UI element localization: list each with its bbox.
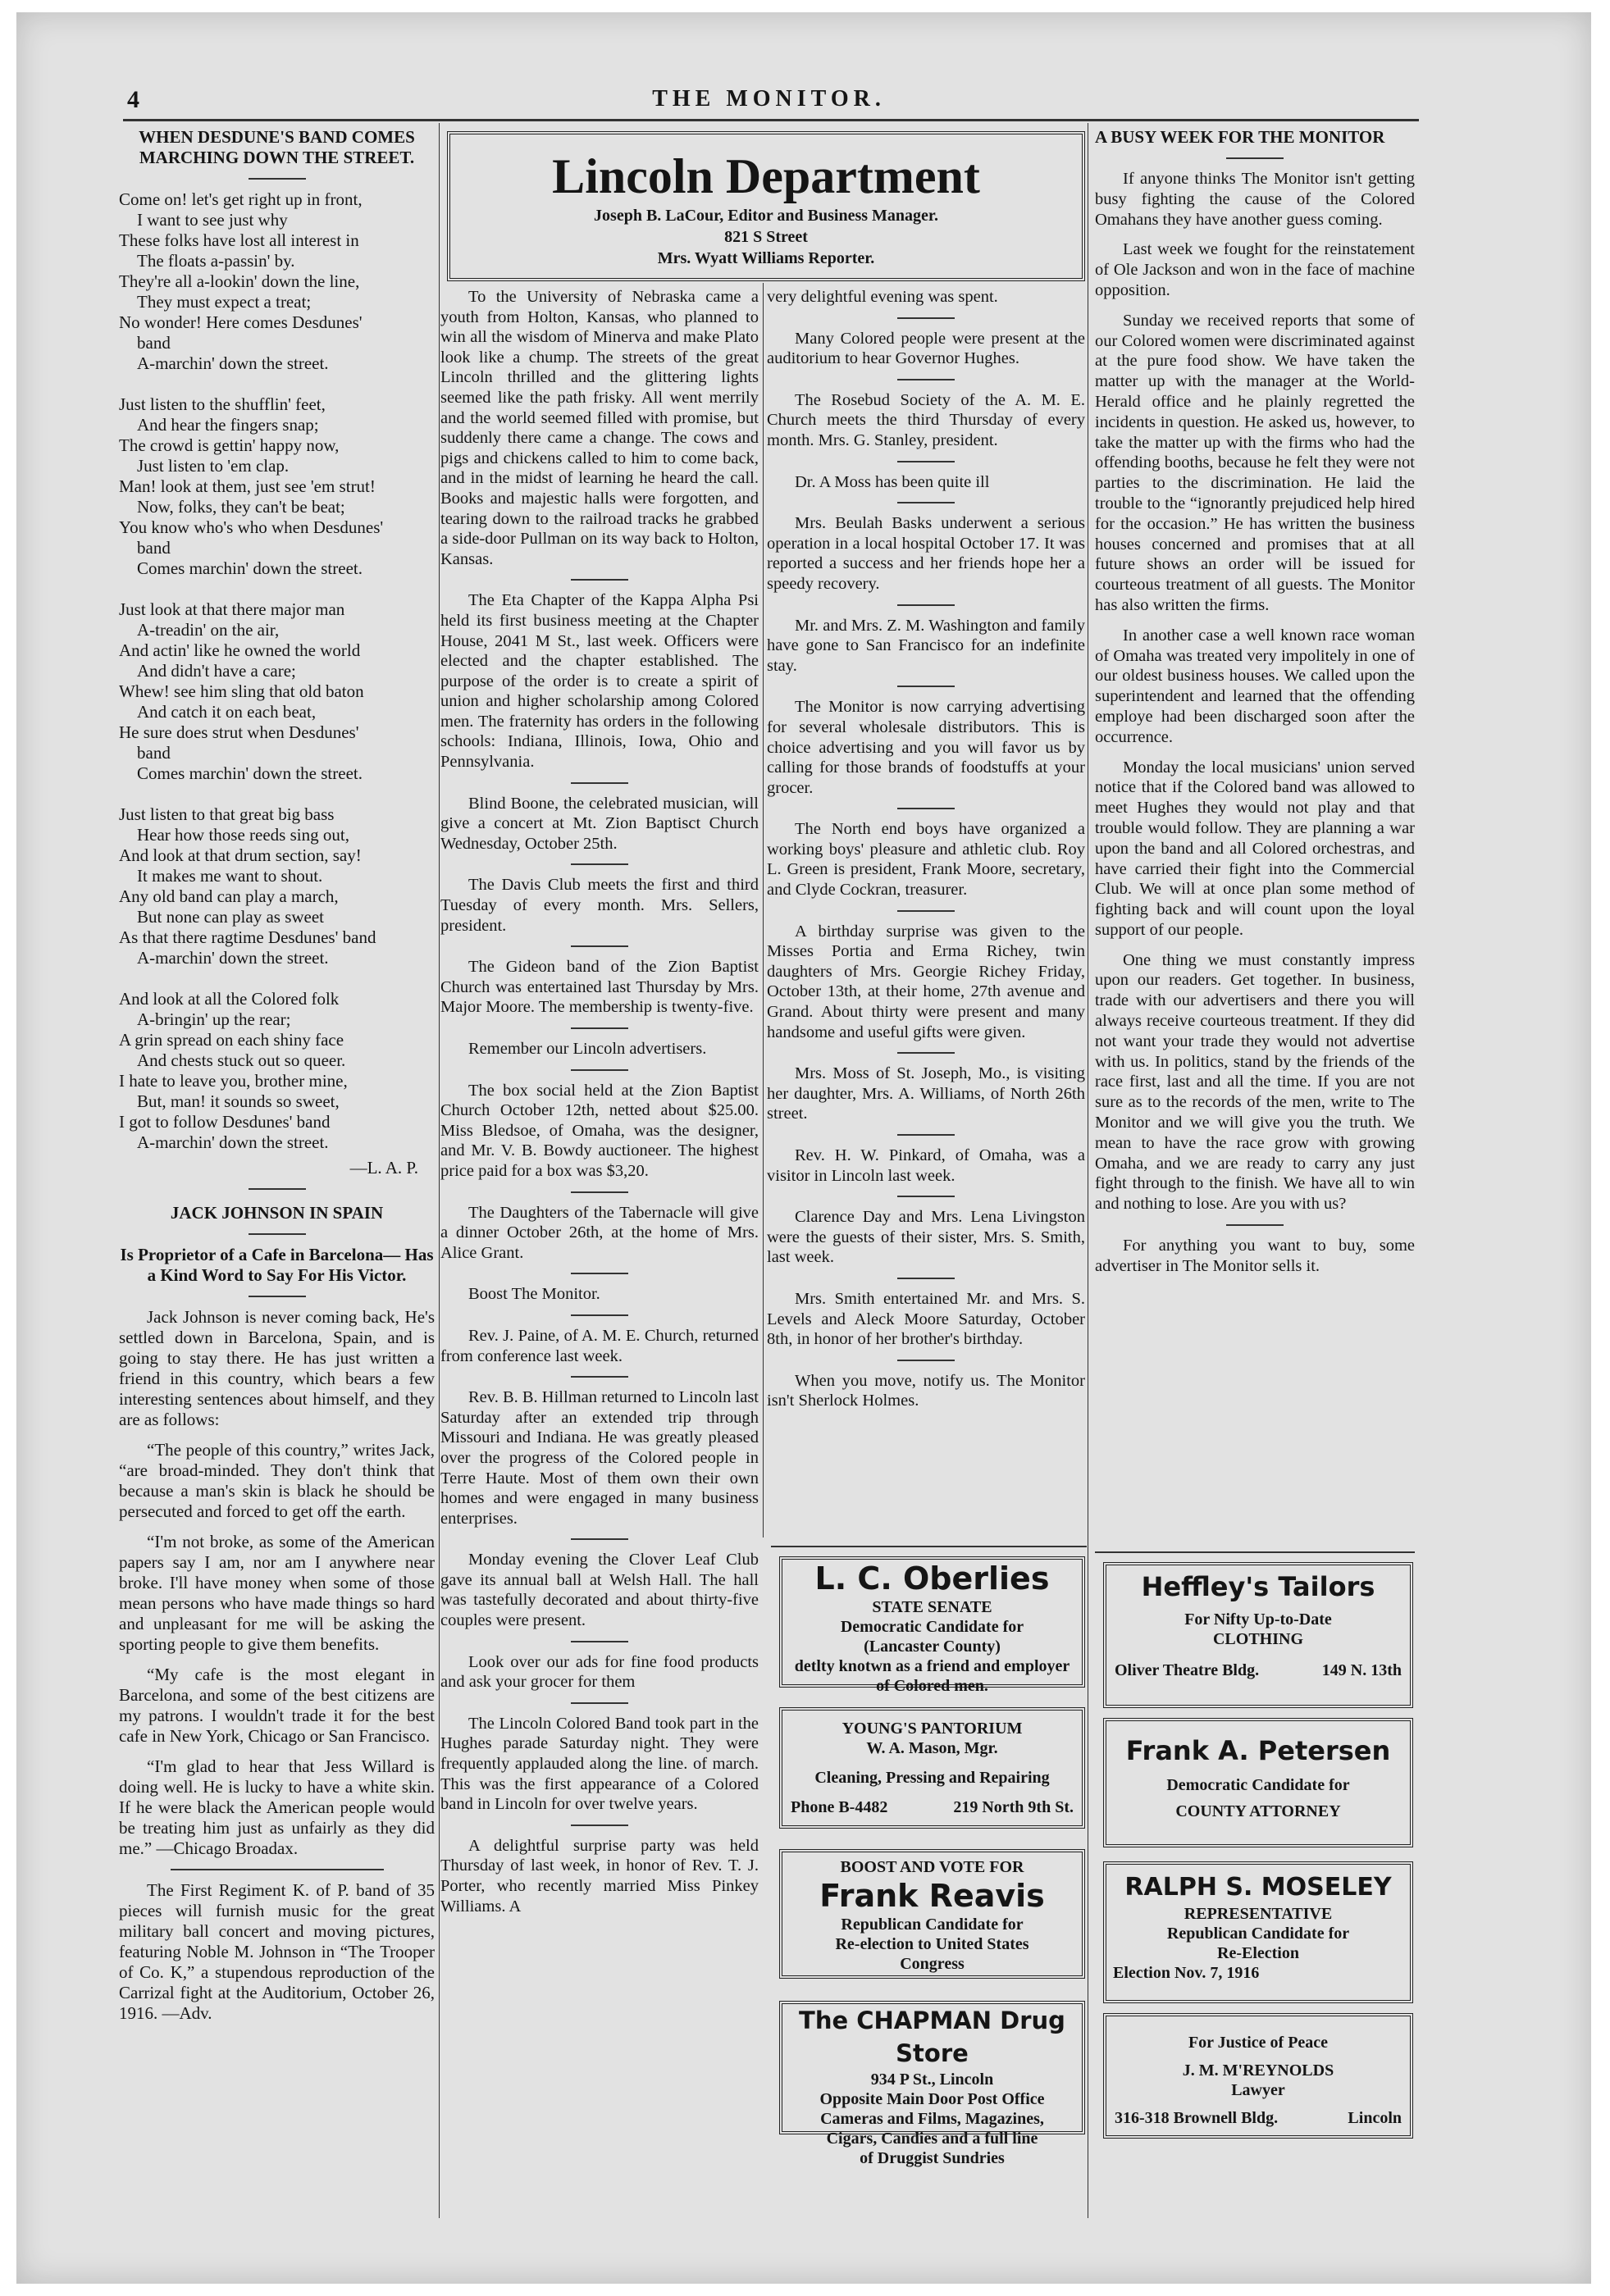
news-item: Dr. A Moss has been quite ill [795, 472, 990, 491]
poem [119, 189, 435, 1178]
stanza [119, 394, 435, 579]
news-item: Mrs. Smith entertained Mr. and Mrs. S. Levels and Aleck Moore Saturday, October 8th, in honor of her brother's birthday. [767, 1289, 1085, 1349]
divider [897, 1196, 955, 1197]
ad-chapman-drug-store [779, 2001, 1085, 2167]
ad-name: Frank A. Petersen [1125, 1735, 1391, 1766]
article-paragraph: In another case a well known race woman of Omaha was treated very impolitely in one of our oldest business houses. We called upon the superintendent and learned that the offending employe had been discharged soon after the occurrence. [1095, 626, 1415, 746]
poem-line: Just listen to that great big bass [119, 804, 335, 824]
lincoln-department-header [447, 131, 1085, 281]
masthead: THE MONITOR. [652, 86, 886, 112]
news-item: Remember our Lincoln advertisers. [468, 1040, 707, 1058]
news-item: Blind Boone, the celebrated musician, will give a concert at Mt. Zion Baptisct Church Wednesday, October 25th. [440, 794, 759, 853]
poem-line: A-marchin' down the street. [137, 353, 329, 373]
news-item: Many Colored people were present at the auditorium to hear Governor Hughes. [767, 329, 1085, 368]
poem-line: And catch it on each beat, [137, 702, 317, 722]
article-paragraph: If anyone thinks The Monitor isn't getting busy fighting the cause of the Colored Omahans they have another guess coming. [1095, 170, 1415, 229]
divider [897, 808, 955, 809]
poem-line: Any old band can play a march, [119, 886, 339, 906]
news-item: Mrs. Moss of St. Joseph, Mo., is visiting her daughter, Mrs. A. Williams, of North 26th street. [767, 1064, 1085, 1123]
poem-line: Hear how those reeds sing out, [137, 825, 349, 845]
divider [249, 178, 306, 180]
news-item: The Monitor is now carrying advertising for several wholesale distributors. This is choice advertising and you will favor us by calling for those brands of foodstuffs at your grocer. [767, 698, 1085, 797]
ad-section-rule [1095, 1551, 1415, 1553]
article-paragraph: “My cafe is the most elegant in Barcelona, and some of the best citizens are my patrons. I wouldn't trade it for the best cafe in New York, Chicago or San Francisco. [119, 1665, 435, 1746]
news-item: The Gideon band of the Zion Baptist Church was entertained last Thursday by Mrs. Major Moore. The membership is twenty-five. [440, 958, 759, 1017]
news-item: To the University of Nebraska came a youth from Holton, Kansas, who planned to win all the wisdom of Minerva and make Plato look like a chump. The streets of the great Lincoln thrilled and the glittering lights seemed like the path frisky. All went merrily and the world seemed filled with promise, but suddenly there came a change. The cows and pigs and chickens called to him to come back, and in the midst of learning he heard the call. Books and majestic halls were forgotten, and tearing down to the railroad tracks he grabbed a side-door Pullman on its way back to Holton, Kansas. [440, 288, 759, 568]
ad-line: (Lancaster County) [864, 1638, 1001, 1656]
ad-line: Democratic Candidate for [840, 1618, 1024, 1636]
poem-line: I hate to leave you, brother mine, [119, 1071, 348, 1091]
divider [571, 1069, 628, 1071]
divider [571, 1314, 628, 1316]
ad-line: CLOTHING [1212, 1630, 1304, 1648]
ad-section-rule [771, 1546, 1087, 1547]
column-1 [119, 127, 435, 2034]
poem-line: band [137, 538, 171, 558]
divider [571, 1027, 628, 1029]
divider [249, 1233, 306, 1235]
ad-address: 316-318 Brownell Bldg. [1115, 2109, 1279, 2127]
divider [897, 461, 955, 462]
ad-line: Republican Candidate for [1166, 1925, 1350, 1943]
ad-line: Cigars, Candies and a full line [826, 2130, 1038, 2148]
column-4 [1095, 127, 1415, 1287]
ad-line: Republican Candidate for [841, 1916, 1024, 1934]
ad-line: 934 P St., Lincoln [870, 2070, 994, 2089]
divider [1226, 157, 1284, 159]
stanza [119, 804, 435, 968]
poem-line: It makes me want to shout. [137, 866, 323, 886]
poem-line: Just look at that there major man [119, 599, 345, 619]
poem-line: Just listen to 'em clap. [137, 456, 290, 476]
department-address: 821 S Street [724, 228, 808, 246]
news-item: The Rosebud Society of the A. M. E. Church meets the third Thursday of every month. Mrs. G. Stanley, president. [767, 390, 1085, 449]
column-3 [767, 287, 1085, 1421]
ad-name: YOUNG'S PANTORIUM [841, 1720, 1023, 1738]
news-item: When you move, notify us. The Monitor isn't Sherlock Holmes. [767, 1371, 1085, 1410]
divider [571, 782, 628, 784]
poem-line: No wonder! Here comes Desdunes' [119, 312, 363, 332]
poem-line: And chests stuck out so queer. [137, 1050, 346, 1070]
news-item: The Davis Club meets the first and third Tuesday of every month. Mrs. Sellers, president. [440, 876, 759, 935]
news-item: The Eta Chapter of the Kappa Alpha Psi held its first business meeting at the Chapter House, 2041 M St., last week. Officers were elected and the chapter established. The purpose of the order is to create a spirit of union and higher scholarship among Colored men. The fraternity has orders in the following schools: Indiana, Illinois, Iowa, Ohio and Pennsylvania. [440, 591, 759, 772]
news-item: The box social held at the Zion Baptist Church October 12th, netted about $25.00. Miss Bledsoe, of Omaha, was the designer, and Mr. V. B. Bowdy auctioneer. The highest price paid for a box was $3,20. [440, 1081, 759, 1180]
ad-line: For Justice of Peace [1188, 2034, 1329, 2052]
poem-line: A-bringin' up the rear; [137, 1009, 291, 1029]
poem-line: You know who's who when Desdunes' [119, 517, 384, 537]
ad-name: J. M. M'REYNOLDS [1182, 2061, 1334, 2080]
poem-line: They're all a-lookin' down the line, [119, 271, 360, 291]
ad-line: Election Nov. 7, 1916 [1113, 1964, 1260, 1982]
ad-oberlies [779, 1556, 1085, 1695]
article-paragraph: Last week we fought for the reinstatement of Ole Jackson and won in the face of machine opposition. [1095, 240, 1415, 299]
article-title: A BUSY WEEK FOR THE MONITOR [1095, 127, 1385, 147]
ad-line: Opposite Main Door Post Office [819, 2090, 1045, 2108]
article-paragraph: For anything you want to buy, some advertiser in The Monitor sells it. [1095, 1237, 1415, 1275]
header-rule [123, 119, 1419, 121]
ad-row [1106, 2108, 1410, 2128]
divider [571, 1641, 628, 1642]
ad-name: L. C. Oberlies [814, 1560, 1050, 1597]
poem-line: A grin spread on each shiny face [119, 1030, 344, 1050]
divider [897, 910, 955, 912]
article-title: JACK JOHNSON IN SPAIN [170, 1203, 384, 1223]
news-item: The North end boys have organized a working boys' pleasure and athletic club. Roy L. Green is president, Frank Moore, secretary, and Clyde Cockran, treasurer. [767, 820, 1085, 900]
divider [571, 1824, 628, 1826]
divider [571, 1376, 628, 1378]
ad-name: The CHAPMAN Drug Store [799, 2007, 1065, 2067]
poem-line: A-treadin' on the air, [137, 620, 280, 640]
ad-row [782, 1797, 1082, 1817]
ad-line: Lawyer [1231, 2081, 1285, 2099]
divider [571, 1538, 628, 1540]
article-paragraph: One thing we must constantly impress upon our readers. Get together. In business, trade with our advertisers and there you will always receive courteous treatment. If they did not want your trade they would not advertise with us. In politics, stand by the friends of the race first, last and all the time. If you are not sure as to the records of the men, write to The Monitor and we will give you the truth. We mean to have the race grow with growing Omaha, and we are ready to carry any just fight through to the finish. We have all to win and nothing to lose. Are you with us? [1095, 950, 1415, 1214]
ad-youngs-pantorium [779, 1707, 1085, 1829]
ad-address: 219 North 9th St. [953, 1798, 1074, 1816]
news-item: Clarence Day and Mrs. Lena Livingston were the guests of their sister, Mrs. S. Smith, last week. [767, 1208, 1085, 1267]
ad-line: BOOST AND VOTE FOR [840, 1858, 1024, 1876]
divider [571, 945, 628, 947]
poem-line: The crowd is gettin' happy now, [119, 435, 340, 455]
poem-line: Just listen to the shufflin' feet, [119, 394, 326, 414]
poem-line: Comes marchin' down the street. [137, 558, 363, 578]
advertisement-paragraph: The First Regiment K. of P. band of 35 pieces will furnish music for the great military ball concert and moving pictures, featuring Noble M. Johnson in “The Trooper of Co. K,” a stupendous reproduction of the Carrizal fight at the Auditorium, October 26, 1916. —Adv. [119, 1880, 435, 2023]
poem-line: They must expect a treat; [137, 292, 312, 312]
poem-signature: —L. A. P. [349, 1158, 418, 1178]
ad-line: W. A. Mason, Mgr. [866, 1739, 998, 1757]
poem-line: But, man! it sounds so sweet, [137, 1091, 340, 1111]
divider [1226, 1224, 1284, 1226]
divider [249, 1296, 306, 1297]
ad-line: Re-Election [1217, 1944, 1299, 1962]
ad-heffleys-tailors [1103, 1562, 1413, 1708]
news-item: Mrs. Beulah Basks underwent a serious operation in a local hospital October 17. It was reported a success and her friends hope her a speedy recovery. [767, 514, 1085, 593]
poem-line: And hear the fingers snap; [137, 415, 319, 435]
poem-line: A-marchin' down the street. [137, 1132, 329, 1152]
article-paragraph: Jack Johnson is never coming back, He's settled down in Barcelona, Spain, and is going to stay there. He has just written a friend in this country, which bears a few interesting sentences about himself, and they are as follows: [119, 1307, 435, 1429]
ad-row [1106, 1660, 1410, 1680]
poem-line: And didn't have a care; [137, 661, 296, 681]
poem-line: And actin' like he owned the world [119, 640, 361, 660]
article-paragraph: “The people of this country,” writes Jack, “are broad-minded. They don't think that because a man's skin is black he should be persecuted and forced to get off the earth. [119, 1440, 435, 1521]
ad-name: Frank Reavis [819, 1878, 1045, 1914]
news-item: very delightful evening was spent. [767, 288, 998, 306]
article-paragraph: Monday the local musicians' union served notice that if the Colored band was allowed to meet Hughes they would not play and that trouble would follow. They are planning a war upon the band and all Colored orchestras, and have carried their fight into the Commercial Club. We will at once plan some method of fighting back and will count upon the loyal support of our people. [1095, 758, 1415, 939]
news-item: A delightful surprise party was held Thursday of last week, in honor of Rev. T. J. Porter, who recently married Miss Pinkey Williams. A [440, 1836, 759, 1916]
ad-line: Re-election to United States [835, 1935, 1029, 1953]
poem-line: Whew! see him sling that old baton [119, 681, 364, 701]
divider [897, 502, 955, 503]
divider [571, 863, 628, 865]
divider [897, 604, 955, 606]
divider [571, 579, 628, 581]
news-item: Boost The Monitor. [468, 1285, 600, 1304]
divider [897, 1278, 955, 1279]
ad-line: of Druggist Sundries [860, 2149, 1005, 2167]
ad-line: Cleaning, Pressing and Repairing [814, 1769, 1050, 1787]
ad-address: Oliver Theatre Bldg. [1115, 1661, 1260, 1679]
ad-city: Lincoln [1348, 2109, 1402, 2127]
news-item: Rev. J. Paine, of A. M. E. Church, returned from conference last week. [440, 1326, 759, 1365]
news-item: Monday evening the Clover Leaf Club gave its annual ball at Welsh Hall. The hall was tastefully decorated and about thirty-five couples were present. [440, 1551, 759, 1630]
stanza [119, 599, 435, 784]
poem-line: band [137, 743, 171, 763]
column-rule [439, 123, 440, 2218]
poem-line: And look at all the Colored folk [119, 989, 340, 1009]
stanza [119, 989, 435, 1153]
ad-frank-petersen [1103, 1718, 1413, 1847]
ad-frank-reavis [779, 1849, 1085, 1979]
department-title: Lincoln Department [552, 149, 980, 203]
news-item: The Daughters of the Tabernacle will give a dinner October 26th, at the home of Mrs. Alice Grant. [440, 1203, 759, 1262]
article-paragraph: “I'm not broke, as some of the American papers say I am, nor am I anywhere near broke. I'll have money when some of those mean persons who have made things so hard and unpleasant for me will be asking the sporting people to give them benefits. [119, 1532, 435, 1654]
ad-line: detlty knotwn as a friend and employer of Colored men. [794, 1657, 1070, 1695]
department-reporter: Mrs. Wyatt Williams Reporter. [657, 249, 875, 267]
poem-line: A-marchin' down the street. [137, 948, 329, 968]
divider [171, 1869, 384, 1870]
divider [897, 1052, 955, 1054]
poem-line: I got to follow Desdunes' band [119, 1112, 331, 1132]
poem-line: Now, folks, they can't be beat; [137, 497, 345, 517]
divider [571, 1191, 628, 1193]
column-2 [440, 287, 759, 1926]
news-item: Mr. and Mrs. Z. M. Washington and family have gone to San Francisco for an indefinite stay. [767, 616, 1085, 675]
poem-line: band [137, 333, 171, 353]
page-header [127, 86, 1411, 119]
poem-line: He sure does strut when Desdunes' [119, 722, 359, 742]
news-item: A birthday surprise was given to the Misses Portia and Erma Richey, twin daughters of Mrs. Georgie Richey Friday, October 13th, at their home, 27th avenue and Grand. About thirty were present and many handsome and useful gifts were given. [767, 922, 1085, 1041]
news-item: The Lincoln Colored Band took part in the Hughes parade Saturday night. They were frequently applauded along the line. of march. This was the first appearance of a Colored band in Lincoln for over twelve years. [440, 1714, 759, 1814]
divider [249, 1188, 306, 1190]
ad-jm-mreynolds [1103, 2013, 1413, 2139]
article-paragraph: Sunday we received reports that some of our Colored women were discriminated against at the pure food show. We have taken the matter up with the manager at the World-Herald office and he plainly regretted the incidents in question. He asked us, however, to take the matter up with the firms who had the offending booths, because he felt they were not parties to the discrimination. He laid the trouble to the “ignorantly prejudiced help hired for the occasion.” He has written the business houses concerned and promises that at all future shows an order will be issued for courteous treatment of all guests. The Monitor has also written the firms. [1095, 311, 1415, 614]
stanza [119, 189, 435, 374]
ad-ralph-moseley [1103, 1861, 1413, 2003]
poem-line: I want to see just why [137, 210, 288, 230]
article-subtitle: Is Proprietor of a Cafe in Barcelona— Has a Kind Word to Say For His Victor. [120, 1245, 434, 1285]
poem-line: Come on! let's get right up in front, [119, 189, 363, 209]
ad-line: REPRESENTATIVE [1184, 1905, 1333, 1923]
article-paragraph: “I'm glad to hear that Jess Willard is doing well. He is lucky to have a white skin. If he were black the American people would be treating him just as unfairly as they did me.” —Chicago Broadax. [119, 1756, 435, 1858]
ad-line: Cameras and Films, Magazines, [820, 2110, 1044, 2128]
poem-title: WHEN DESDUNE'S BAND COMES MARCHING DOWN THE STREET. [139, 127, 415, 167]
ad-address: 149 N. 13th [1321, 1661, 1402, 1679]
divider [571, 1702, 628, 1704]
divider [897, 379, 955, 380]
news-item: Rev. H. W. Pinkard, of Omaha, was a visitor in Lincoln last week. [767, 1146, 1085, 1185]
poem-line: These folks have lost all interest in [119, 230, 359, 250]
news-item: Look over our ads for fine food products and ask your grocer for them [440, 1652, 759, 1692]
ad-line: Democratic Candidate for [1166, 1776, 1350, 1794]
divider [897, 1360, 955, 1361]
department-editor: Joseph B. LaCour, Editor and Business Manager. [594, 207, 938, 225]
poem-line: But none can play as sweet [137, 907, 325, 927]
ad-name: RALPH S. MOSELEY [1124, 1873, 1392, 1902]
divider [897, 1134, 955, 1136]
divider [897, 317, 955, 319]
ad-name: Heffley's Tailors [1141, 1571, 1375, 1602]
poem-line: As that there ragtime Desdunes' band [119, 927, 376, 947]
news-item: Rev. B. B. Hillman returned to Lincoln last Saturday after an extended trip through Missouri and Indiana. He was greatly pleased over the progress of the Colored people in Terre Haute. Most of them own their own homes and were engaged in many business enterprises. [440, 1388, 759, 1528]
poem-line: Comes marchin' down the street. [137, 763, 363, 783]
poem-line: The floats a-passin' by. [137, 251, 295, 271]
divider [571, 1273, 628, 1274]
page-number: 4 [127, 86, 139, 113]
poem-line: And look at that drum section, say! [119, 845, 362, 865]
divider [897, 686, 955, 687]
ad-line: Congress [900, 1955, 965, 1973]
ad-line: For Nifty Up-to-Date [1184, 1610, 1332, 1629]
ad-line: COUNTY ATTORNEY [1175, 1802, 1341, 1820]
poem-line: Man! look at them, just see 'em strut! [119, 476, 376, 496]
column-rule [763, 283, 764, 1538]
ad-line: STATE SENATE [872, 1598, 992, 1616]
ad-phone: Phone B-4482 [791, 1798, 888, 1816]
